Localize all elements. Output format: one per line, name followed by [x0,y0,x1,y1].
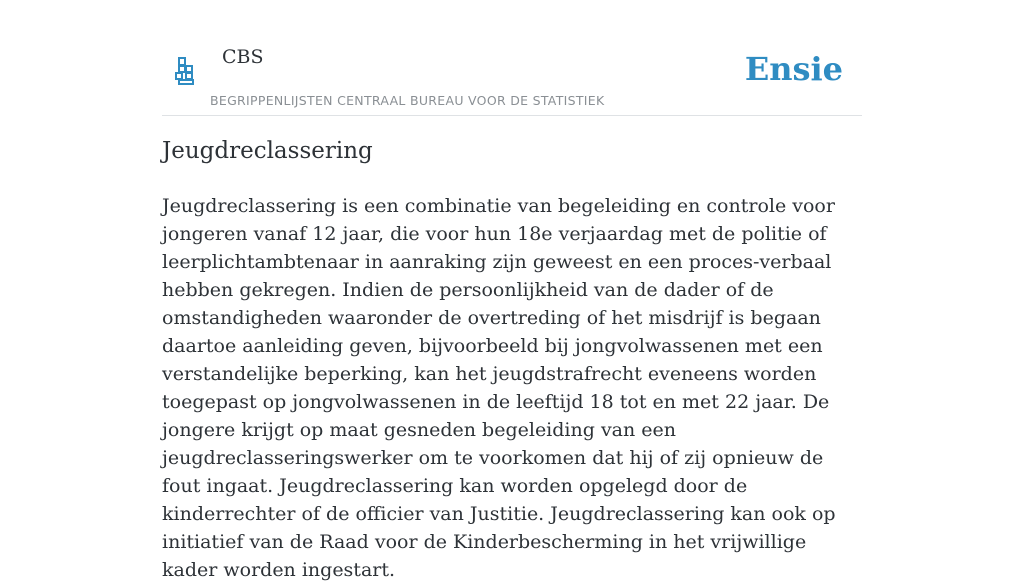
header-subtitle[interactable]: BEGRIPPENLIJSTEN CENTRAAL BUREAU VOOR DE STATISTIEK [210,93,605,108]
term-title: Jeugdreclassering [162,138,373,164]
header-divider [162,115,862,116]
cbs-logo-icon [175,56,197,86]
organization-name: CBS [222,46,264,68]
term-definition: Jeugdreclassering is een combinatie van begeleiding en controle voor jongeren vanaf 12 jaar, die voor hun 18e verjaardag met de politie of leerplichtambtenaar in aanraking zijn geweest en een proces-verbaal hebben gekregen. Indien de persoonlijkheid van de dader of de omstandigheden waaronder de overtreding of het misdrijf is begaan daartoe aanleiding geven, bijvoorbeeld bij jongvolwassenen met een verstandelijke beperking, kan het jeugdstrafrecht eveneens worden toegepast op jongvolwassenen in de leeftijd 18 tot en met 22 jaar. De jongere krijgt op maat gesneden begeleiding van een jeugdreclasseringswerker om te voorkomen dat hij of zij opnieuw de fout ingaat. Jeugdreclassering kan worden opgelegd door de kinderrechter of de officier van Justitie. Jeugdreclassering kan ook op initiatief van de Raad voor de Kinderbescherming in het vrijwillige kader worden ingestart. [162,195,836,581]
ensie-logo-link[interactable]: Ensie [744,50,843,88]
